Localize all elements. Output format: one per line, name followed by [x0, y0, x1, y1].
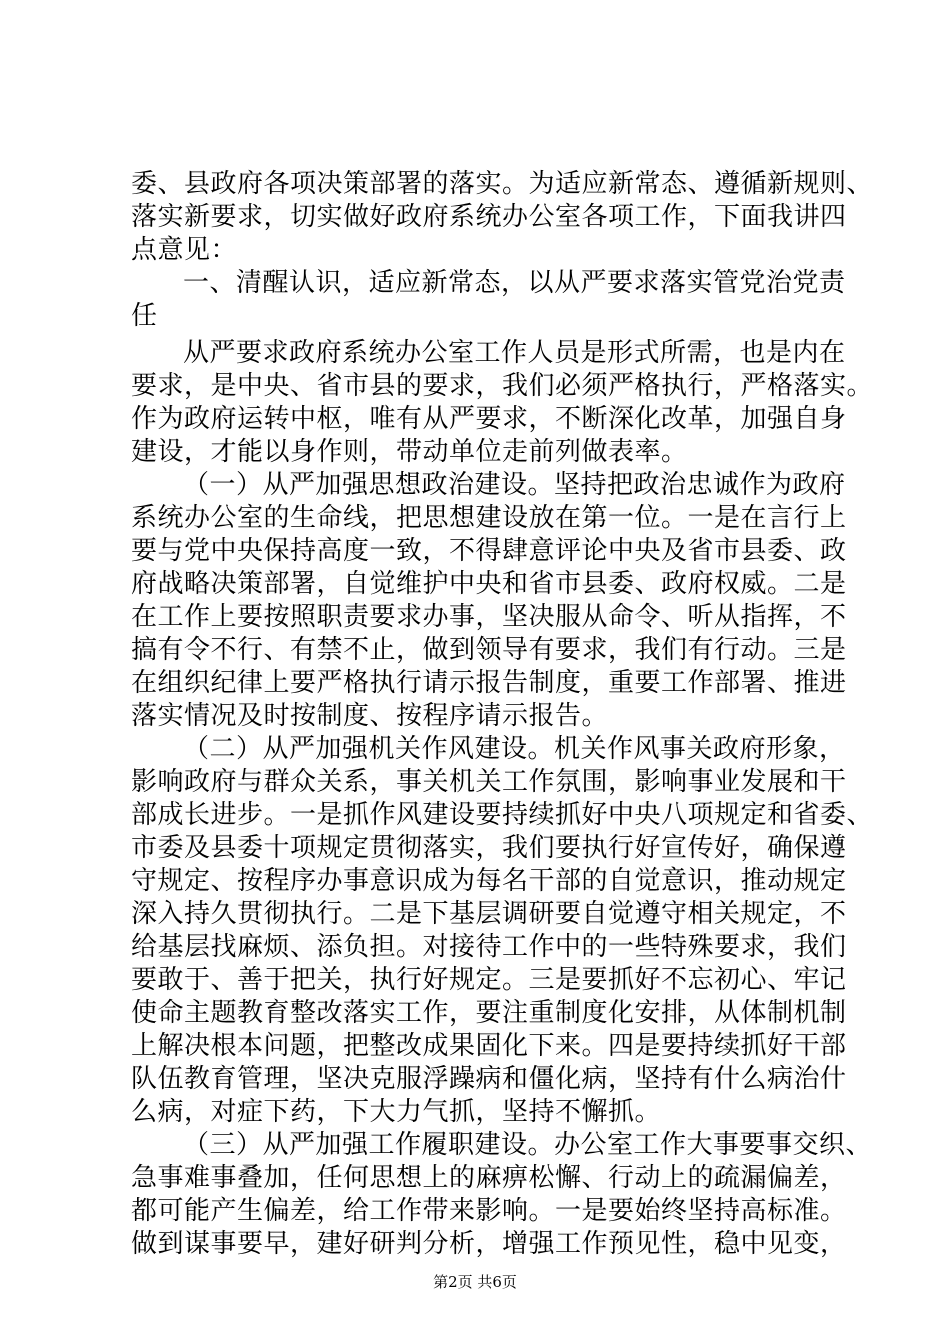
text-line: 要求，是中央、省市县的要求，我们必须严格执行，严格落实。: [131, 371, 874, 401]
text-line: 作为政府运转中枢，唯有从严要求，不断深化改革，加强自身: [131, 404, 847, 434]
section-heading-line: 任: [131, 301, 158, 331]
text-line: 市委及县委十项规定贯彻落实，我们要执行好宣传好，确保遵: [131, 833, 847, 863]
text-line: 委、县政府各项决策部署的落实。为适应新常态、遵循新规则、: [131, 169, 874, 199]
text-line: 上解决根本问题，把整改成果固化下来。四是要持续抓好干部: [131, 1031, 847, 1061]
subsection-line: （二）从严加强机关作风建设。机关作风事关政府形象，: [183, 734, 846, 764]
text-line: 搞有令不行、有禁不止，做到领导有要求，我们有行动。三是: [131, 635, 847, 665]
text-line: 府战略决策部署，自觉维护中央和省市县委、政府权威。二是: [131, 569, 847, 599]
subsection-line: （三）从严加强工作履职建设。办公室工作大事要事交织、: [183, 1130, 873, 1160]
text-line: 影响政府与群众关系，事关机关工作氛围，影响事业发展和干: [131, 767, 847, 797]
text-line: 给基层找麻烦、添负担。对接待工作中的一些特殊要求，我们: [131, 932, 847, 962]
text-line: 队伍教育管理，坚决克服浮躁病和僵化病，坚持有什么病治什: [131, 1064, 847, 1094]
text-line: 建设，才能以身作则，带动单位走前列做表率。: [131, 437, 688, 467]
text-line: 使命主题教育整改落实工作，要注重制度化安排，从体制机制: [131, 998, 847, 1028]
page-number: 第2页 共6页: [433, 1273, 517, 1291]
text-line: 在工作上要按照职责要求办事，坚决服从命令、听从指挥，不: [131, 602, 847, 632]
text-line: 落实情况及时按制度、按程序请示报告。: [131, 701, 609, 731]
text-line: 点意见：: [131, 235, 238, 265]
text-line: 要与党中央保持高度一致，不得肆意评论中央及省市县委、政: [131, 536, 847, 566]
text-line: 都可能产生偏差，给工作带来影响。一是要始终坚持高标准。: [131, 1196, 847, 1226]
text-line: 急事难事叠加，任何思想上的麻痹松懈、行动上的疏漏偏差，: [131, 1163, 847, 1193]
section-heading-line: 一、清醒认识，适应新常态，以从严要求落实管党治党责: [183, 268, 846, 298]
text-line: 做到谋事要早，建好研判分析，增强工作预见性，稳中见变，: [131, 1229, 847, 1259]
text-line: 系统办公室的生命线，把思想建设放在第一位。一是在言行上: [131, 503, 847, 533]
text-line: 要敢于、善于把关，执行好规定。三是要抓好不忘初心、牢记: [131, 965, 847, 995]
text-line: 部成长进步。一是抓作风建设要持续抓好中央八项规定和省委、: [131, 800, 874, 830]
text-line: 深入持久贯彻执行。二是下基层调研要自觉遵守相关规定，不: [131, 899, 847, 929]
text-line: 守规定、按程序办事意识成为每名干部的自觉意识，推动规定: [131, 866, 847, 896]
document-body: [131, 168, 874, 1261]
text-line: 落实新要求，切实做好政府系统办公室各项工作，下面我讲四: [131, 202, 847, 232]
text-line: 从严要求政府系统办公室工作人员是形式所需，也是内在: [183, 338, 846, 368]
text-line: 在组织纪律上要严格执行请示报告制度，重要工作部署、推进: [131, 668, 847, 698]
subsection-line: （一）从严加强思想政治建设。坚持把政治忠诚作为政府: [183, 470, 846, 500]
text-line: 么病，对症下药，下大力气抓，坚持不懈抓。: [131, 1097, 662, 1127]
